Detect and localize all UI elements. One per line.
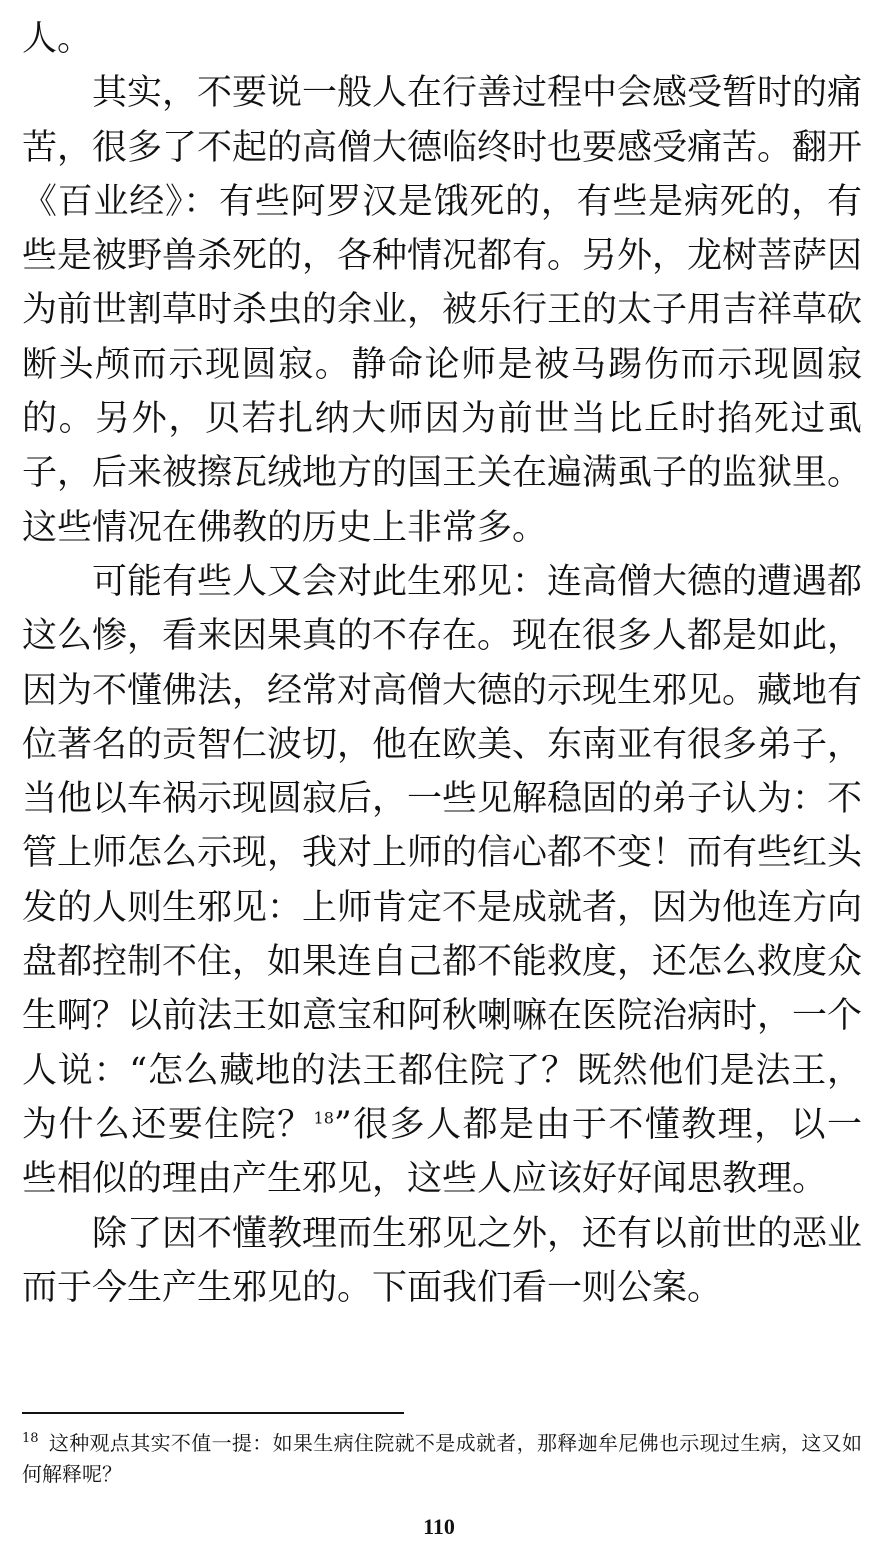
footnote-divider (22, 1412, 404, 1414)
page-number: 110 (423, 1514, 455, 1539)
footnote-reference[interactable]: 18 (313, 1108, 334, 1128)
main-text (22, 12, 862, 1315)
paragraph-3-text-b: ”很多人都是由于不懂教理，以一些相似的理由产生邪见，这些人应该好好闻思教理。 (22, 1104, 862, 1200)
paragraph-3-text-a: 可能有些人又会对此生邪见：连高僧大德的遭遇都这么惨，看来因果真的不存在。现在很多人都是如此，因为不懂佛法，经常对高僧大德的示现生邪见。藏地有位著名的贡智仁波切，他在欧美、东南亚有很多弟子，当他以车祸示现圆寂后，一些见解稳固的弟子认为：不管上师怎么示现，我对上师的信心都不变！而有些红头发的人则生邪见：上师肯定不是成就者，因为他连方向盘都控制不住，如果连自己都不能救度，还怎么救度众生啊？以前法王如意宝和阿秋喇嘛在医院治病时，一个人说：“怎么藏地的法王都住院了？既然他们是法王，为什么还要住院？ (22, 561, 863, 1145)
footnote-text: 这种观点其实不值一提：如果生病住院就不是成就者，那释迦牟尼佛也示现过生病，这又如何解释呢？ (22, 1431, 862, 1486)
paragraph-3 (22, 555, 862, 1207)
paragraph-1: 人。 (22, 19, 93, 59)
paragraph-2: 其实，不要说一般人在行善过程中会感受暂时的痛苦，很多了不起的高僧大德临终时也要感受痛苦。翻开《百业经》：有些阿罗汉是饿死的，有些是病死的，有些是被野兽杀死的，各种情况都有。另外，龙树菩萨因为前世割草时杀虫的余业，被乐行王的太子用吉祥草砍断头颅而示现圆寂。静命论师是被马踢伤而示现圆寂的。另外，贝若扎纳大师因为前世当比丘时掐死过虱子，后来被擦瓦绒地方的国王关在遍满虱子的监狱里。这些情况在佛教的历史上非常多。 (22, 73, 863, 548)
footnote (22, 1428, 862, 1490)
footnote-number: 18 (22, 1431, 39, 1447)
paragraph-4: 除了因不懂教理而生邪见之外，还有以前世的恶业而于今生产生邪见的。下面我们看一则公案。 (22, 1213, 863, 1308)
